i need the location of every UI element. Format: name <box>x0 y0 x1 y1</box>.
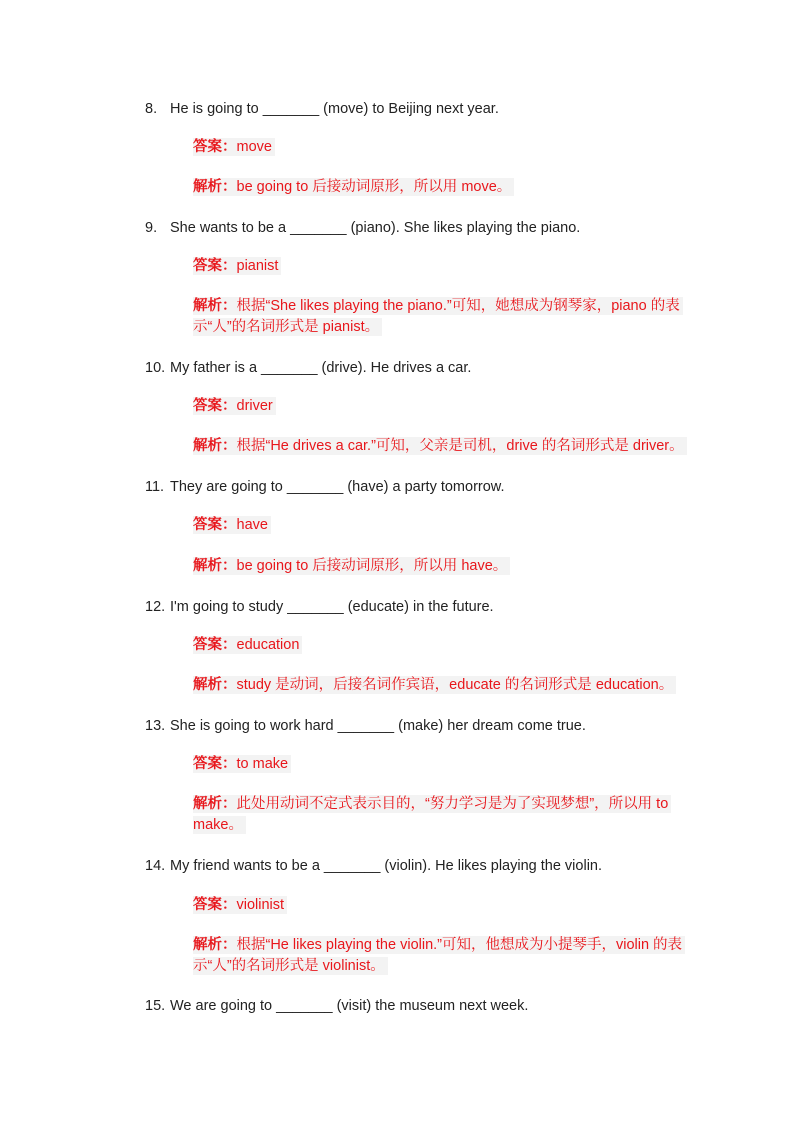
analysis-highlight <box>193 936 685 975</box>
analysis-text: study 是动词，后接名词作宾语，educate 的名词形式是 education。 <box>236 677 674 693</box>
question-12 <box>145 597 494 617</box>
question-text: They are going to _______ (have) a party tomorrow. <box>170 479 505 495</box>
question-number: 10. <box>145 360 166 376</box>
answer-11 <box>193 515 693 536</box>
analysis-label: 解析： <box>193 298 237 314</box>
analysis-highlight <box>193 297 683 336</box>
analysis-text: 根据“He drives a car.”可知，父亲是司机，drive 的名词形式是 driver。 <box>236 438 684 454</box>
analysis-label: 解析： <box>193 677 237 693</box>
question-text: My friend wants to be a _______ (violin). He likes playing the violin. <box>170 858 603 874</box>
answer-label: 答案： <box>193 897 237 913</box>
answer-highlight <box>193 138 275 156</box>
question-text: My father is a _______ (drive). He drives a car. <box>170 360 472 376</box>
analysis-label: 解析： <box>193 438 237 454</box>
answer-text: to make <box>236 756 289 772</box>
analysis-9 <box>193 296 693 338</box>
question-14 <box>145 856 602 876</box>
answer-label: 答案： <box>193 398 237 414</box>
question-15 <box>145 996 528 1016</box>
answer-label: 答案： <box>193 637 237 653</box>
answer-10 <box>193 396 693 417</box>
answer-text: violinist <box>236 897 285 913</box>
analysis-14 <box>193 935 693 977</box>
analysis-highlight <box>193 557 510 575</box>
analysis-highlight <box>193 795 671 834</box>
answer-12 <box>193 635 693 656</box>
question-13 <box>145 716 586 736</box>
analysis-highlight <box>193 437 687 455</box>
answer-highlight <box>193 397 276 415</box>
question-text: We are going to _______ (visit) the museum next week. <box>170 998 529 1014</box>
analysis-label: 解析： <box>193 179 237 195</box>
answer-14 <box>193 895 693 916</box>
question-text: She wants to be a _______ (piano). She likes playing the piano. <box>170 220 581 236</box>
question-text: She is going to work hard _______ (make) her dream come true. <box>170 718 586 734</box>
question-number: 13. <box>145 718 166 734</box>
question-9 <box>145 218 580 238</box>
question-text: I'm going to study _______ (educate) in the future. <box>170 599 494 615</box>
analysis-10 <box>193 436 693 457</box>
answer-text: move <box>236 139 272 155</box>
analysis-highlight <box>193 676 676 694</box>
question-number: 9. <box>145 220 158 236</box>
answer-8 <box>193 137 693 158</box>
analysis-8 <box>193 177 693 198</box>
answer-highlight <box>193 516 271 534</box>
answer-13 <box>193 754 693 775</box>
analysis-label: 解析： <box>193 937 237 953</box>
answer-highlight <box>193 755 291 773</box>
answer-label: 答案： <box>193 756 237 772</box>
analysis-text: 此处用动词不定式表示目的，“努力学习是为了实现梦想”，所以用 to make。 <box>193 796 669 833</box>
answer-label: 答案： <box>193 258 237 274</box>
answer-label: 答案： <box>193 139 237 155</box>
analysis-text: 根据“She likes playing the piano.”可知，她想成为钢琴家，piano 的表示“人”的名词形式是 pianist。 <box>193 298 680 335</box>
analysis-13 <box>193 794 693 836</box>
question-text: He is going to _______ (move) to Beijing next year. <box>170 101 499 117</box>
question-number: 8. <box>145 101 158 117</box>
answer-text: driver <box>236 398 273 414</box>
answer-9 <box>193 256 693 277</box>
answer-highlight <box>193 257 281 275</box>
question-number: 12. <box>145 599 166 615</box>
answer-text: have <box>236 517 268 533</box>
analysis-label: 解析： <box>193 796 237 812</box>
question-number: 15. <box>145 998 166 1014</box>
answer-label: 答案： <box>193 517 237 533</box>
analysis-label: 解析： <box>193 558 237 574</box>
analysis-12 <box>193 675 693 696</box>
answer-text: education <box>236 637 300 653</box>
answer-highlight <box>193 896 287 914</box>
answer-text: pianist <box>236 258 279 274</box>
analysis-text: be going to 后接动词原形，所以用 move。 <box>236 179 512 195</box>
analysis-text: be going to 后接动词原形，所以用 have。 <box>236 558 508 574</box>
analysis-highlight <box>193 178 514 196</box>
question-11 <box>145 477 505 497</box>
analysis-11 <box>193 556 693 577</box>
question-10 <box>145 358 471 378</box>
question-number: 14. <box>145 858 166 874</box>
question-8 <box>145 99 499 119</box>
answer-highlight <box>193 636 302 654</box>
analysis-text: 根据“He likes playing the violin.”可知，他想成为小提琴手，violin 的表示“人”的名词形式是 violinist。 <box>193 937 683 974</box>
question-number: 11. <box>145 479 165 495</box>
